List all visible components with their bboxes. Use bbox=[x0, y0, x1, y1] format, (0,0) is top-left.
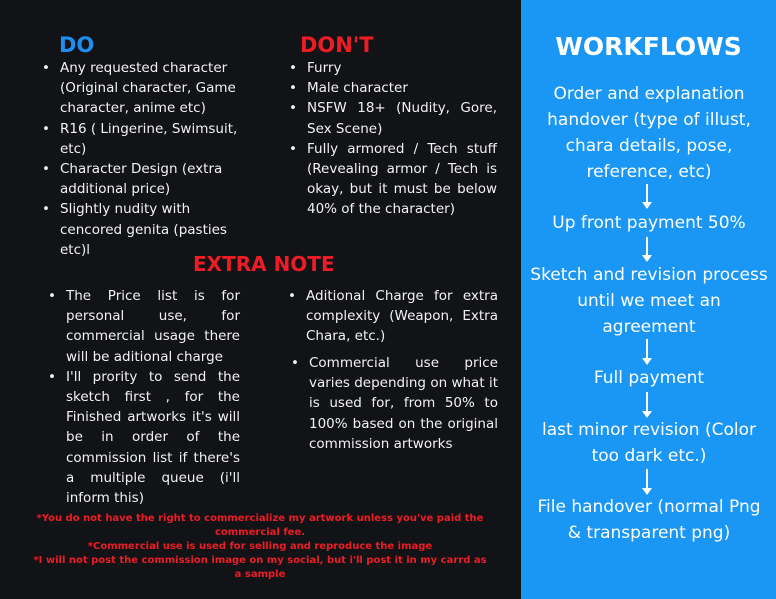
dont-heading: DON'T bbox=[300, 33, 374, 57]
arrow-down-icon bbox=[646, 184, 648, 208]
extra-note-item: • Commercial use price varies depending on what it is used for, from 50% to 100% based on the original commission artworks bbox=[289, 353, 498, 454]
extra-note-heading: EXTRA NOTE bbox=[193, 252, 335, 276]
disclaimer-notes bbox=[30, 512, 490, 582]
workflows-panel bbox=[521, 0, 776, 599]
extra-note-item: • Aditional Charge for extra complexity (Weapon, Extra Chara, etc.) bbox=[286, 286, 498, 347]
workflow-step: Full payment bbox=[593, 368, 705, 388]
arrow-down-icon bbox=[646, 237, 648, 261]
do-item: • Slightly nudity with cencored genita (pasties etc)l bbox=[40, 199, 240, 260]
workflows-title: WORKFLOWS bbox=[555, 32, 742, 61]
extra-note-right-list bbox=[289, 353, 498, 454]
dont-item: • Furry bbox=[287, 58, 497, 78]
do-item: • Any requested character (Original character, Game character, anime etc) bbox=[40, 58, 240, 119]
workflow-step: Order and explanation handover (type of illust, chara details, pose, reference, etc) bbox=[547, 84, 751, 182]
arrow-down-icon bbox=[646, 392, 648, 417]
workflow-step: last minor revision (Color too dark etc.) bbox=[542, 420, 756, 466]
dont-item: • Male character bbox=[287, 78, 497, 98]
extra-note-item: • I'll prority to send the sketch first , for the Finished artworks it's will be in order of the commission list if there's a multiple queue (i'll inform this) bbox=[46, 367, 240, 508]
disclaimer-line: *Commercial use is used for selling and reproduce the image bbox=[87, 541, 433, 552]
do-item: • Character Design (extra additional price) bbox=[40, 159, 240, 199]
dont-item: • NSFW 18+ (Nudity, Gore, Sex Scene) bbox=[287, 98, 497, 138]
dont-list bbox=[287, 58, 497, 220]
extra-note-right-list bbox=[286, 286, 498, 347]
arrow-down-icon bbox=[646, 339, 648, 364]
workflow-step: Sketch and revision process until we meet an agreement bbox=[530, 265, 768, 337]
do-list bbox=[40, 58, 240, 260]
do-heading: DO bbox=[59, 33, 95, 57]
extra-note-item: • The Price list is for personal use, for commercial usage there will be aditional charge bbox=[46, 286, 240, 367]
workflow-step: File handover (normal Png & transparent png) bbox=[537, 497, 761, 543]
disclaimer-line: *I will not post the commission image on my social, but i'll post it in my carrd as a sample bbox=[33, 555, 487, 580]
do-item: • R16 ( Lingerine, Swimsuit, etc) bbox=[40, 119, 240, 159]
workflow-step: Up front payment 50% bbox=[552, 213, 746, 233]
extra-note-left-list bbox=[46, 286, 240, 508]
arrow-down-icon bbox=[646, 469, 648, 494]
dont-item: • Fully armored / Tech stuff (Revealing armor / Tech is okay, but it must be below 40% of the character) bbox=[287, 139, 497, 220]
disclaimer-line: *You do not have the right to commercialize my artwork unless you've paid the commercial fee. bbox=[36, 513, 484, 538]
